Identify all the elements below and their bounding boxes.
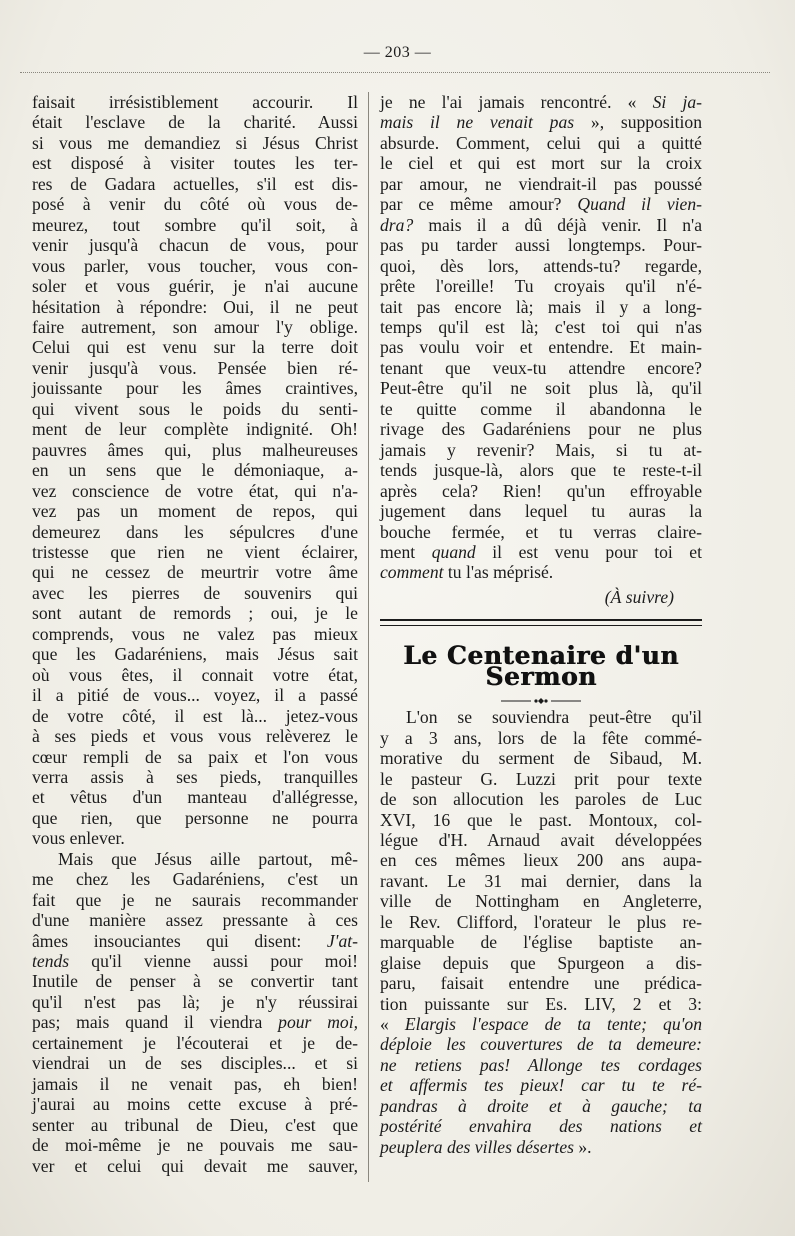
text-line: pauvres âmes qui, plus malheureuses [32,439,358,460]
text-line: faire autrement, son amour l'y oblige. [32,316,358,337]
text-line: qui vivent sous le poids du senti- [32,398,358,419]
to-be-continued: (À suivre) [604,586,674,607]
text-line: le ciel et qui est mort sur la croix [380,153,702,174]
italic-text: pour moi, [278,1012,358,1033]
text-line: fait que je ne saurais recommander [32,889,358,910]
text-span: qu'il vienne aussi pour moi! [69,951,358,972]
text-line: était l'esclave de la charité. Aussi [32,112,358,133]
text-line: si vous me demandiez si Jésus Christ [32,132,358,153]
text-line: qui ne cessez de meurtrir votre âme [32,562,358,583]
text-line: verra assis à ses pieds, tranquilles [32,766,358,787]
text-line: marquable de l'église baptiste an- [380,932,702,953]
text-span: par ce même amour? [380,194,578,215]
text-line: bouche fermée, et tu verras claire- [380,521,702,542]
text-span: je ne l'ai jamais rencontré. « [380,92,653,112]
text-line [380,1034,702,1054]
text-line: hésitation à répondre: Oui, il ne peut [32,296,358,317]
text-line [380,194,702,214]
text-line: tends jusque-là, alors que te reste-t-il [380,460,702,481]
text-line: cœur rempli de sa paix et l'on vous [32,746,358,767]
text-line: par amour, ne viendrait-il pas poussé [380,173,702,194]
text-span: pas; mais quand il viendra [32,1012,279,1033]
italic-text: pandras à droite et à gauche; ta [380,1095,702,1116]
text-line: prête l'oreille! Tu croyais qu'il n'é- [380,276,702,297]
text-span: il est venu pour toi et [475,541,703,562]
text-line: à ses pieds et vous vous relèverez le [32,726,358,747]
ornament-divider [491,695,591,707]
text-line: jamais il ne venait pas, eh bien! [32,1073,358,1094]
text-line: il a pitié de vous... voyez, il a passé [32,685,358,706]
text-line: en ces mêmes lieux 200 ans aupa- [380,850,702,871]
text-line: tristesse que rien ne vient éclairer, [32,541,358,562]
text-line: venir jusqu'à vous. Pensée bien ré- [32,357,358,378]
text-line: ver et celui qui devait me sauver, [32,1155,358,1176]
text-line: jamais y revenir? Mais, si tu at- [380,439,702,460]
right-paragraph-1 [380,92,702,583]
italic-text: J'at- [326,930,358,951]
text-line [380,1075,702,1095]
text-line: absurde. Comment, celui qui a quitté [380,132,702,153]
text-line: que rien, que personne ne pourra [32,807,358,828]
italic-text: ne retiens pas! Allonge tes cordages [380,1054,702,1075]
text-line: légue d'H. Arnaud avait développées [380,829,702,850]
text-line: certainement je l'écouterai et je de- [32,1032,358,1053]
text-line: tion puissante sur Es. LIV, 2 et 3: [380,993,702,1014]
text-span: mais il a dû déjà venir. Il n'a [413,214,702,235]
text-line: le pasteur G. Luzzi prit pour texte [380,768,702,789]
text-line [32,931,358,951]
text-line: avec les pierres de souvenirs qui [32,582,358,603]
text-span: âmes insouciantes qui disent: [32,930,327,951]
text-line [380,1055,702,1075]
text-span: ment [380,541,432,562]
italic-text: tends [32,951,70,972]
italic-text: dra? [380,214,414,235]
text-line: L'on se souviendra peut-être qu'il [406,707,702,728]
text-line: venir jusqu'à chacun de vous, pour [32,235,358,256]
text-line: pas pu tarder aussi longtemps. Pour- [380,235,702,256]
text-line: posé à venir du côté où vous de- [32,194,358,215]
text-span: « [380,1014,405,1035]
text-line: en un sens que le démoniaque, a- [32,460,358,481]
text-line [380,562,702,582]
italic-text: et affermis tes pieux! car tu te ré- [380,1075,702,1096]
text-line: ravant. Le 31 mai dernier, dans la [380,870,702,891]
text-line: me chez les Gadaréniens, c'est un [32,869,358,890]
text-line [32,1012,358,1032]
italic-text: Elargis l'espace de ta tente; qu'on [404,1014,702,1035]
column-divider [368,92,369,1182]
text-line: de votre côté, il est là... jetez-vous [32,705,358,726]
text-line: Celui qui est venu sur la terre doit [32,337,358,358]
text-line: tenant que veux-tu attendre encore? [380,357,702,378]
text-span: tu l'as méprisé. [443,562,554,583]
text-line: tait pas encore là; mais il y a long- [380,296,702,317]
text-span: », supposition [574,112,702,133]
text-line: glaise depuis que Spurgeon a dis- [380,952,702,973]
text-line: ville de Nottingham en Angleterre, [380,891,702,912]
italic-text: Si ja- [652,92,702,112]
text-line: de moi-même je ne pouvais me sau- [32,1135,358,1156]
text-line: faisait irrésistiblement accourir. Il [32,92,358,112]
text-line: et vêtus d'un manteau d'allégresse, [32,787,358,808]
italic-text: comment [380,562,444,583]
italic-text: mais il ne venait pas [380,112,575,133]
text-line: y a 3 ans, lors de la fête commé- [380,727,702,748]
text-line: morative du serment de Sibaud, M. [380,748,702,769]
text-line [380,1014,702,1034]
text-line: temps qu'il est là; c'est toi qui n'as [380,316,702,337]
italic-text: Quand il vien- [577,194,702,215]
text-line [380,1096,702,1116]
text-line: jugement dans lequel tu auras la [380,501,702,522]
text-line [380,112,702,132]
text-line: Inutile de penser à se convertir tant [32,971,358,992]
left-column [32,92,358,1176]
text-line: vous enlever. [32,828,125,849]
text-line: est disposé à visiter toutes les ter- [32,153,358,174]
text-line: sont autant de remords ; oui, je le [32,603,358,624]
text-line: que les Gadaréniens, mais Jésus sait [32,644,358,665]
text-span: ». [573,1136,592,1157]
text-line: XVI, 16 que le past. Montoux, col- [380,809,702,830]
text-line: Mais que Jésus aille partout, mê- [58,848,358,869]
text-line [32,951,358,971]
italic-text: postérité envahira des nations et [380,1116,702,1137]
text-line: le Rev. Clifford, l'orateur le plus re- [380,911,702,932]
section-rule [380,619,702,626]
text-line: j'aurai au moins cette excuse à pré- [32,1094,358,1115]
text-line: Peut-être qu'il ne soit plus là, qu'il [380,378,702,399]
text-line: d'une manière assez pressante à ces [32,910,358,931]
text-line: soler et vous guérir, je n'ai aucune [32,276,358,297]
text-line: vez pas un moment de repos, qui [32,501,358,522]
text-line: vez conscience de votre état, qui n'a- [32,480,358,501]
text-line: paru, faisait entendre une prédica- [380,973,702,994]
text-line [380,1116,702,1136]
text-line: res de Gadara actuelles, s'il est dis- [32,173,358,194]
section-title: Le Centenaire d'un Sermon [403,641,679,691]
text-line: meurez, tout sombre qu'il soit, à [32,214,358,235]
text-line: après cela? Rien! qu'un effroyable [380,480,702,501]
text-line: comprends, vous ne valez pas mieux [32,623,358,644]
right-column [380,92,702,1157]
text-line [380,92,702,112]
text-line: rivage des Gadaréniens pour ne plus [380,419,702,440]
left-paragraph-2 [32,849,358,1176]
page-number: — 203 — [363,44,432,61]
text-line: demeurez dans les sépulcres d'une [32,521,358,542]
text-line: où vous êtes, il connait votre état, [32,664,358,685]
article-paragraph [380,707,702,1157]
text-line: te quitte comme il abandonna le [380,398,702,419]
text-line: qu'il n'est pas là; je n'y réussirai [32,991,358,1012]
text-line: jouissante pour les âmes craintives, [32,378,358,399]
header-rule [20,72,770,73]
text-line [380,542,702,562]
text-line: viendrai un de ses disciples... et si [32,1053,358,1074]
italic-text: quand [431,541,476,562]
text-line [380,215,702,235]
text-line [380,1137,702,1157]
italic-text: peuplera des villes désertes [380,1136,574,1157]
text-line: ment de leur complète indignité. Oh! [32,419,358,440]
left-paragraph-1 [32,92,358,849]
text-line: quoi, dès lors, attends-tu? regarde, [380,255,702,276]
text-line: de son allocution les paroles de Luc [380,789,702,810]
text-line: vous parler, vous toucher, vous con- [32,255,358,276]
text-line: pas voulu voir et entendre. Et main- [380,337,702,358]
italic-text: déploie les couvertures de ta demeure: [380,1034,702,1055]
text-line: senter au tribunal de Dieu, c'est que [32,1114,358,1135]
